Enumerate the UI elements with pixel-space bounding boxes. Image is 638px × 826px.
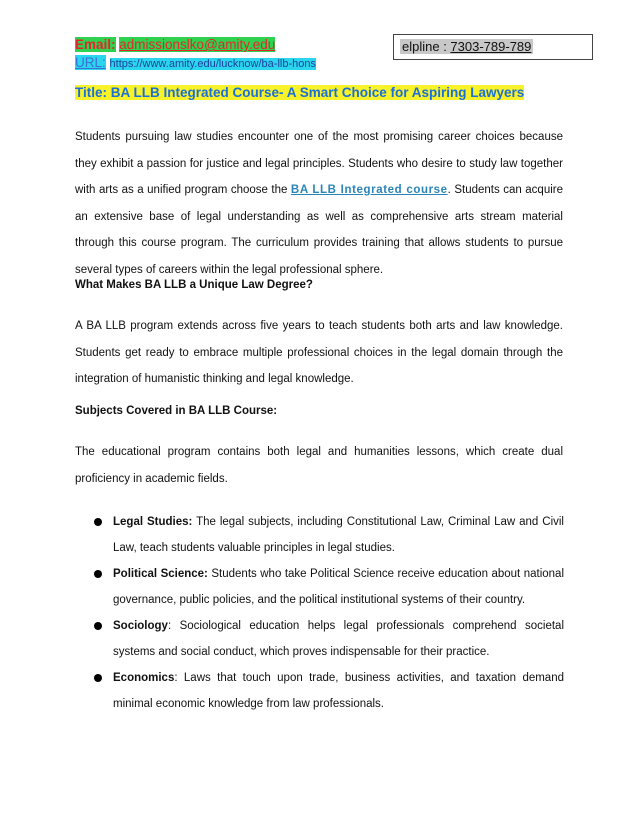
unique-degree-paragraph: A BA LLB program extends across five years to teach students both arts and law knowledge. Students get ready to embrace multiple professional choices in the legal domain through the integration of humanistic thinking and legal knowledge. (75, 320, 563, 385)
list-item (94, 613, 564, 665)
url-label: URL: (75, 55, 106, 70)
section-heading-subjects: Subjects Covered in BA LLB Course: (75, 405, 278, 417)
section-heading-unique-degree: What Makes BA LLB a Unique Law Degree? (75, 279, 313, 291)
title-text: Title: BA LLB Integrated Course- A Smart Choice for Aspiring Lawyers (75, 85, 525, 100)
bullet-text: Students who take Political Science receive education about national governance, public policies, and the political institutional systems of their country. (113, 568, 564, 606)
intro-text-end: . Students can acquire an extensive base of legal understanding as well as comprehensive arts stream material through this course program. The curriculum provides training that allows students to pursue several types of careers within the legal professional sphere. (75, 184, 563, 276)
helpline-box (393, 34, 593, 60)
email-line (75, 36, 275, 54)
list-item (94, 509, 564, 561)
document-title (75, 84, 524, 102)
bullet-text: : Sociological education helps legal professionals comprehend societal systems and social conduct, which proves indispensable for their practice. (113, 620, 564, 658)
bullet-term: Sociology (113, 620, 168, 632)
bullet-term: Political Science: (113, 568, 208, 580)
bullet-icon (94, 518, 102, 526)
bullet-term: Legal Studies: (113, 516, 193, 528)
bullet-icon (94, 674, 102, 682)
ba-llb-course-link[interactable]: BA LLB Integrated course (290, 184, 448, 196)
email-link[interactable]: admissionslko@amity.edu (119, 37, 276, 52)
bullet-icon (94, 570, 102, 578)
subjects-list (94, 509, 564, 717)
subjects-paragraph: The educational program contains both legal and humanities lessons, which create dual proficiency in academic fields. (75, 446, 563, 485)
bullet-text: : Laws that touch upon trade, business activities, and taxation demand minimal economic knowledge from law professionals. (113, 672, 564, 710)
bullet-term: Economics (113, 672, 175, 684)
intro-paragraph (75, 124, 563, 283)
helpline-text (400, 39, 533, 54)
helpline-number[interactable]: 7303-789-789 (450, 39, 532, 54)
url-line (75, 54, 316, 73)
list-item (94, 561, 564, 613)
url-link[interactable]: https://www.amity.edu/lucknow/ba-llb-hons (109, 58, 316, 70)
email-label: Email: (75, 37, 116, 52)
list-item (94, 665, 564, 717)
bullet-text: The legal subjects, including Constitutional Law, Criminal Law and Civil Law, teach students valuable principles in legal studies. (113, 516, 564, 554)
bullet-icon (94, 622, 102, 630)
intro-text-start: Students pursuing law studies encounter one of the most promising career choices because they exhibit a passion for justice and legal principles. Students who desire to study law together with arts as a unified program choose the (75, 131, 563, 196)
helpline-label: elpline : (402, 39, 451, 54)
